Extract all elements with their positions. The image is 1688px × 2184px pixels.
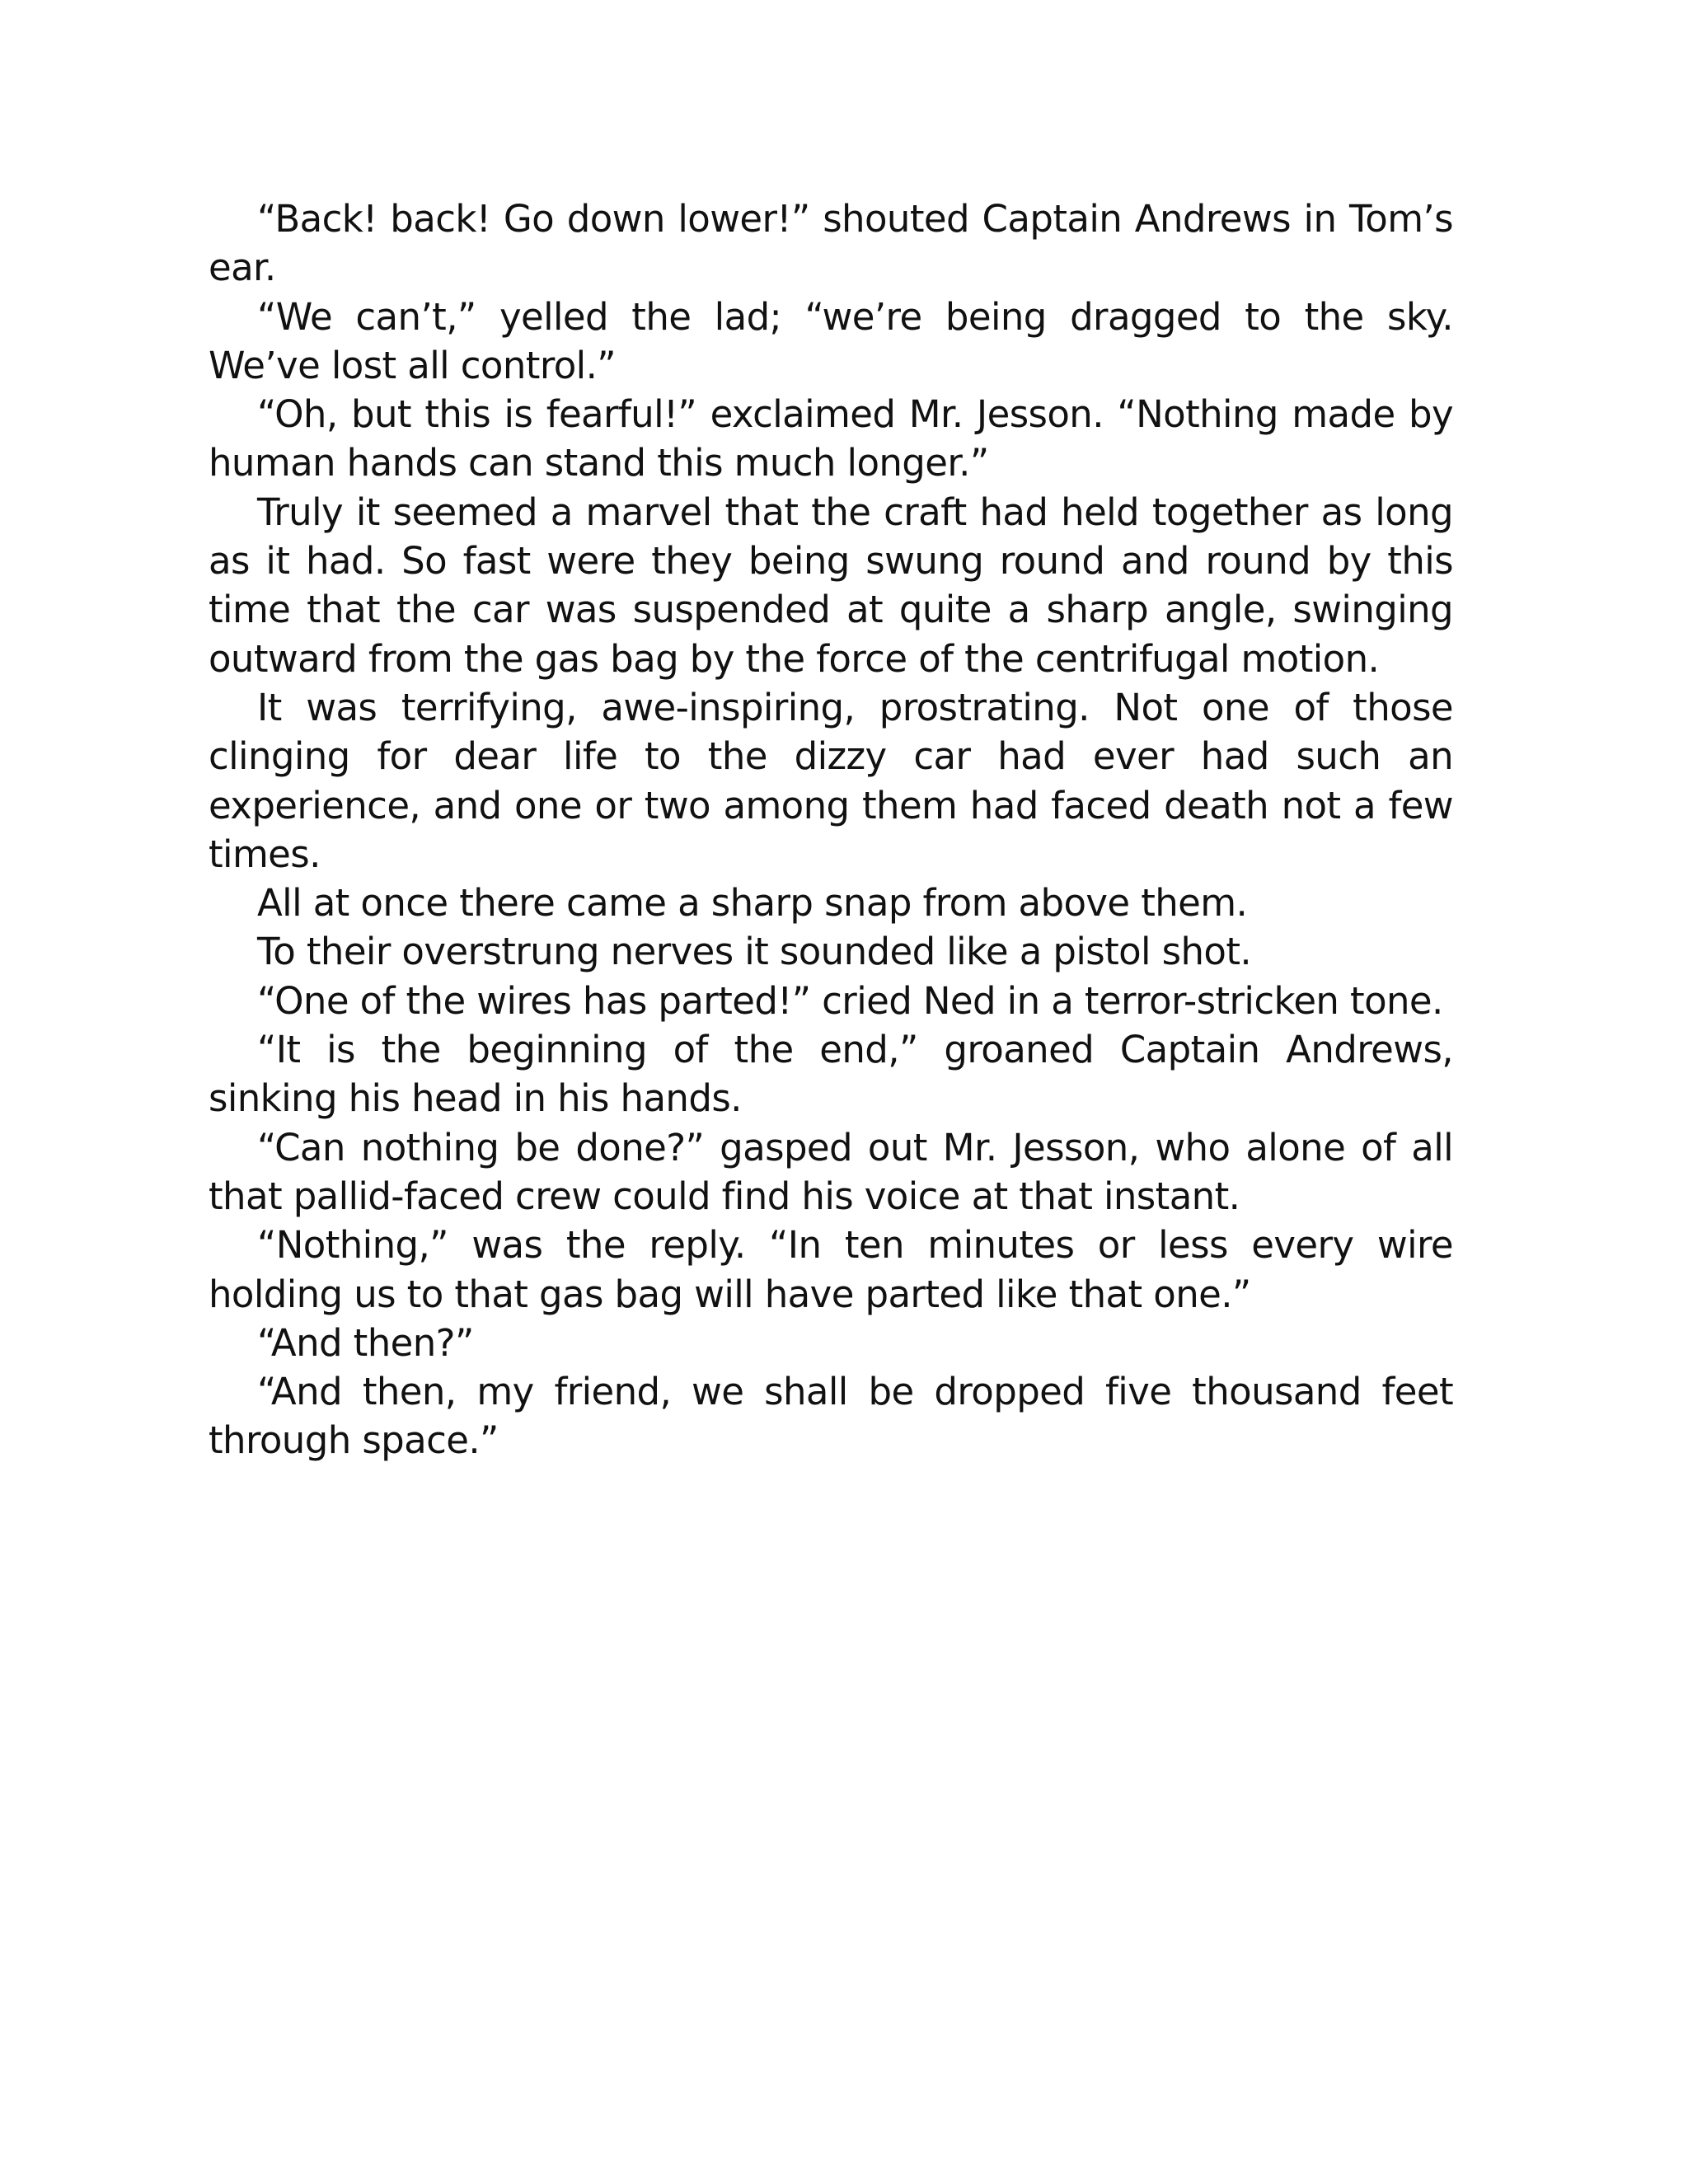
paragraph: Truly it seemed a marvel that the craft had held together as long as it had. So fast were they being swung round and round by this time that the car was suspended at quite a sharp angle, swinging outward from the gas bag by the force of the centrifugal motion. (209, 490, 1453, 681)
paragraph: “Can nothing be done?” gasped out Mr. Jesson, who alone of all that pallid-faced crew could find his voice at that instant. (209, 1125, 1453, 1218)
paragraph: It was terrifying, awe-inspiring, prostrating. Not one of those clinging for dear life to the dizzy car had ever had such an experience, and one or two among them had faced death not a few times. (209, 685, 1453, 876)
paragraph: “Back! back! Go down lower!” shouted Captain Andrews in Tom’s ear. (209, 197, 1453, 290)
paragraph: All at once there came a sharp snap from above them. (257, 881, 1248, 926)
paragraph: “Nothing,” was the reply. “In ten minutes or less every wire holding us to that gas bag will have parted like that one.” (209, 1223, 1453, 1316)
paragraph: “One of the wires has parted!” cried Ned in a terror-stricken tone. (257, 978, 1443, 1023)
paragraph: “And then, my friend, we shall be dropped five thousand feet through space.” (209, 1370, 1453, 1463)
document-page (209, 194, 1453, 1465)
paragraph: “Oh, but this is fearful!” exclaimed Mr. Jesson. “Nothing made by human hands can stand this much longer.” (209, 392, 1453, 485)
paragraph: “We can’t,” yelled the lad; “we’re being dragged to the sky. We’ve lost all control.” (209, 294, 1453, 387)
paragraph: “It is the beginning of the end,” groaned Captain Andrews, sinking his head in his hands. (209, 1028, 1453, 1121)
paragraph: “And then?” (257, 1320, 474, 1365)
paragraph: To their overstrung nerves it sounded like a pistol shot. (257, 930, 1252, 974)
